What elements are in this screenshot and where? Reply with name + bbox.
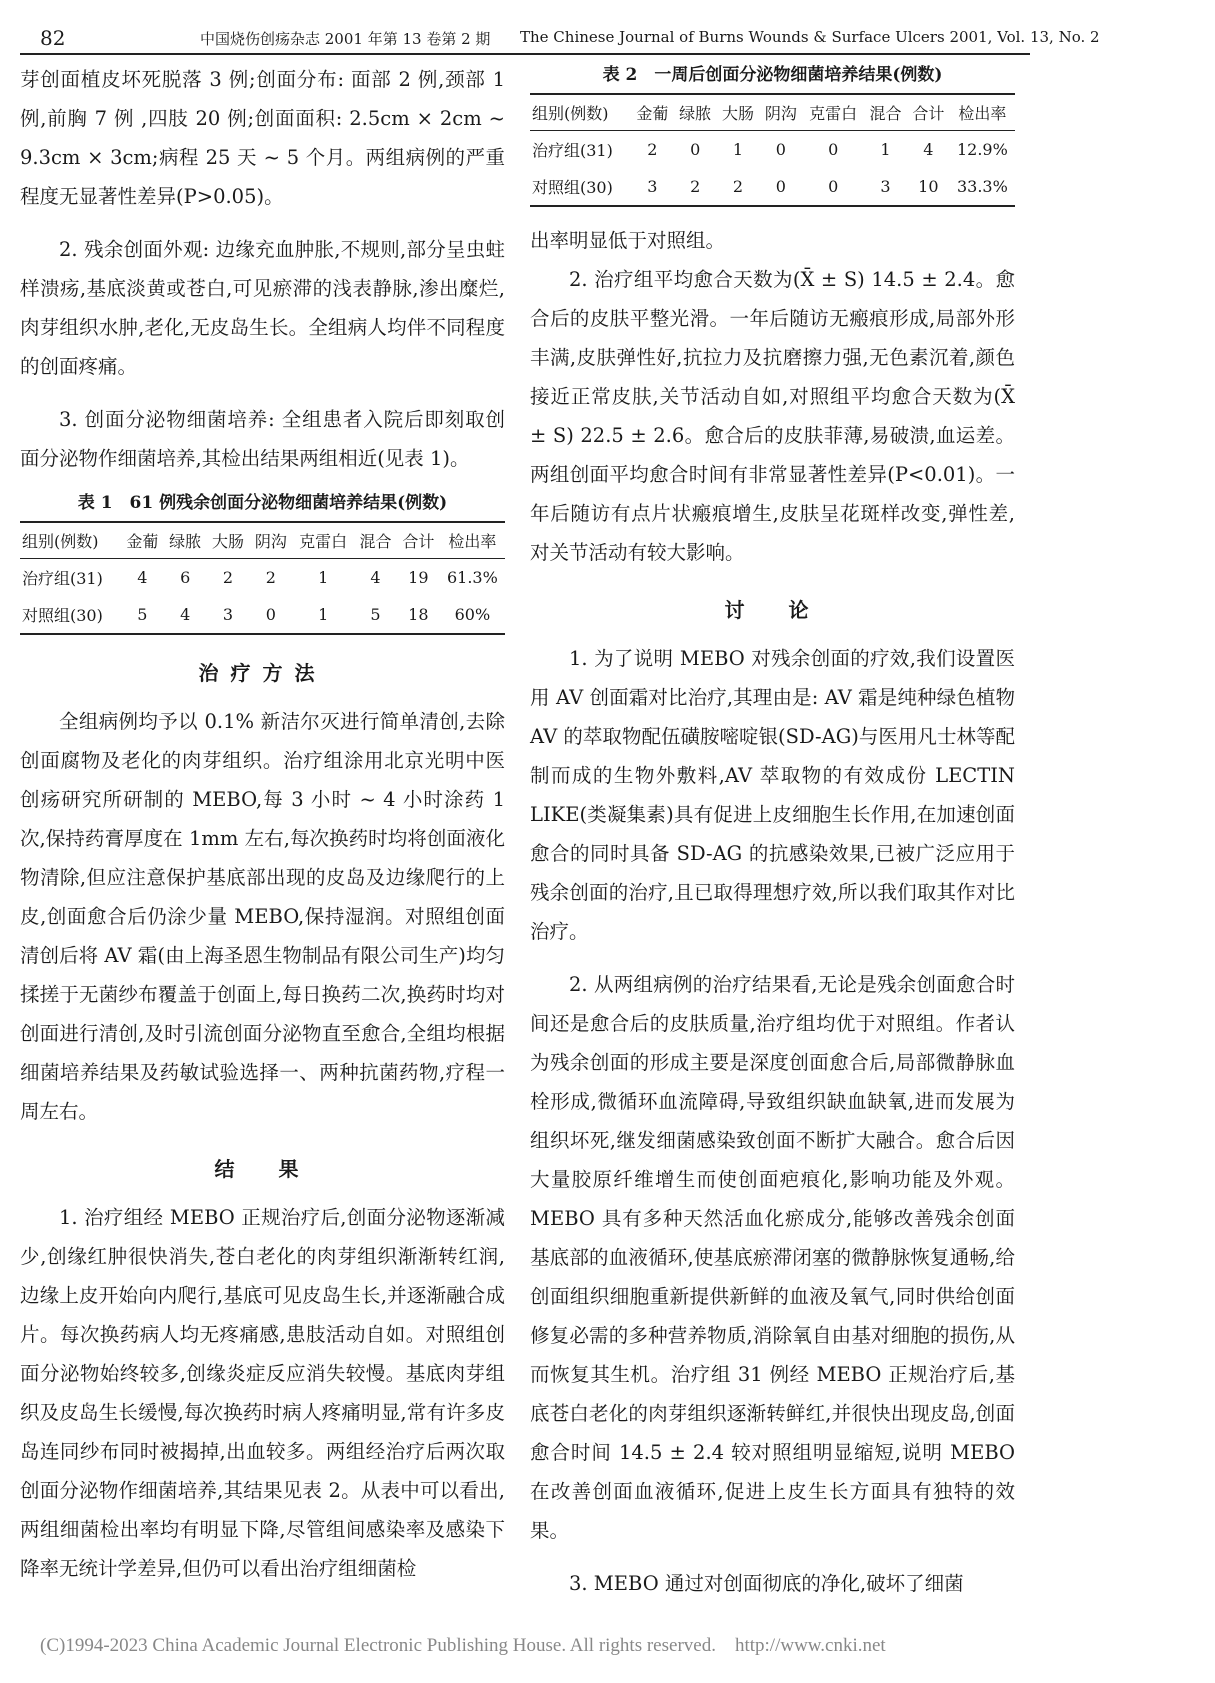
table-cell: 1 [318, 568, 329, 587]
table-cell: 1 [732, 140, 744, 159]
table2-header-cell: 绿脓 [674, 94, 717, 131]
table2-caption: 表 2 一周后创面分泌物细菌培养结果(例数) [602, 65, 943, 85]
table-cell: 2 [717, 168, 760, 206]
table2-header-cell: 金葡 [631, 94, 674, 131]
table-cell: 0 [775, 140, 786, 159]
table-cell: 0 [759, 168, 802, 206]
left-column [20, 60, 505, 1588]
table-row [530, 168, 1015, 206]
results-heading: 结 果 [214, 1157, 311, 1181]
table2-header-cell: 组别(例数) [530, 94, 631, 131]
table-row [20, 596, 505, 634]
table-cell: 对照组(30) [530, 168, 631, 206]
table-cell: 18 [397, 596, 440, 634]
table-cell: 4 [370, 568, 381, 587]
journal-title-english: The Chinese Journal of Burns Wounds & Surface Ulcers 2001, Vol. 13, No. 2 [520, 28, 1100, 46]
table-cell: 61.3% [446, 568, 498, 587]
discussion-paragraph-3: 3. MEBO 通过对创面彻底的净化,破坏了细菌 [569, 1572, 964, 1595]
table-cell: 10 [907, 168, 950, 206]
table-cell: 0 [828, 140, 839, 159]
table-cell: 1 [292, 596, 354, 634]
table-cell: 2 [265, 568, 276, 587]
table2-header-cell: 大肠 [717, 94, 760, 131]
results-paragraph-1: 1. 治疗组经 MEBO 正规治疗后,创面分泌物逐渐减少,创缘红肿很快消失,苍白老化的肉芽组织渐渐转红润,边缘上皮开始向内爬行,基底可见皮岛生长,并逐渐融合成片。每次换药病人均无疼痛感,患肢活动自如。对照组创面分泌物始终较多,创缘炎症反应消失较慢。基底肉芽组织及皮岛生长缓慢,每次换药时病人疼痛明显,常有许多皮岛连同纱布同时被揭掉,出血较多。两组经治疗后两次取创面分泌物作细菌培养,其结果见表 2。从表中可以看出,两组细菌检出率均有明显下降,尽管组间感染率及感染下降率无统计学差异,但仍可以看出治疗组细菌检 [20, 1206, 505, 1580]
table1-header-cell: 绿脓 [164, 522, 207, 559]
table-cell: 对照组(30) [20, 596, 121, 634]
table2-header-cell: 克雷白 [802, 94, 864, 131]
table2-header-cell: 混合 [864, 94, 907, 131]
table2 [530, 93, 1015, 207]
table1-header-cell: 大肠 [207, 522, 250, 559]
discussion-heading: 讨 论 [724, 598, 821, 622]
table-row [530, 131, 1015, 169]
discussion-paragraph-2: 2. 从两组病例的治疗结果看,无论是残余创面愈合时间还是愈合后的皮肤质量,治疗组均优于对照组。作者认为残余创面的形成主要是深度创面愈合后,局部微静脉血栓形成,微循环血流障碍,导致组织缺血缺氧,进而发展为组织坏死,继发细菌感染致创面不断扩大融合。愈合后因大量胶原纤维增生而使创面疤痕化,影响功能及外观。MEBO 具有多种天然活血化瘀成分,能够改善残余创面基底部的血液循环,使基底瘀滞闭塞的微静脉恢复通畅,给创面组织细胞重新提供新鲜的血液及氧气,同时供给创面修复必需的多种营养物质,消除氧自由基对细胞的损伤,从而恢复其生机。治疗组 31 例经 MEBO 正规治疗后,基底苍白老化的肉芽组织逐渐转鲜红,并很快出现皮岛,创面愈合时间 14.5 ± 2.4 较对照组明显缩短,说明 MEBO 在改善创面血液循环,促进上皮生长方面具有独特的效果。 [530, 973, 1015, 1542]
table-cell: 2 [222, 568, 234, 587]
table-row [20, 559, 505, 597]
table-cell: 4 [923, 140, 934, 159]
table-cell: 4 [164, 596, 207, 634]
journal-title-chinese: 中国烧伤创疡杂志 2001 年第 13 卷第 2 期 [200, 30, 491, 48]
table-cell: 60% [440, 596, 505, 634]
table2-header-cell: 合计 [907, 94, 950, 131]
header-rule [20, 53, 1030, 55]
table-cell: 治疗组(31) [532, 141, 613, 160]
wound-appearance-paragraph: 2. 残余创面外观: 边缘充血肿胀,不规则,部分呈虫蛀样溃疡,基底淡黄或苍白,可见瘀滞的浅表静脉,渗出糜烂,肉芽组织水肿,老化,无皮岛生长。全组病人均伴不同程度的创面疼痛。 [20, 238, 505, 378]
table1-header-cell: 混合 [354, 522, 397, 559]
table-cell: 3 [207, 596, 250, 634]
table-cell: 治疗组(31) [22, 569, 103, 588]
table1-header-cell: 克雷白 [292, 522, 354, 559]
results-paragraph-2: 2. 治疗组平均愈合天数为(X̄ ± S) 14.5 ± 2.4。愈合后的皮肤平整光滑。一年后随访无瘢痕形成,局部外形丰满,皮肤弹性好,抗拉力及抗磨擦力强,无色素沉着,颜色接近正常皮肤,关节活动自如,对照组平均愈合天数为(X̄ ± S) 22.5 ± 2.6。愈合后的皮肤菲薄,易破溃,血运差。两组创面平均愈合时间有非常显著性差异(P<0.01)。一年后随访有点片状瘢痕增生,皮肤呈花斑样改变,弹性差,对关节活动有较大影响。 [530, 268, 1015, 564]
table2-header-cell: 阴沟 [759, 94, 802, 131]
table1-caption: 表 1 61 例残余创面分泌物细菌培养结果(例数) [77, 493, 448, 513]
table-cell: 3 [864, 168, 907, 206]
running-header [0, 0, 1215, 56]
table-cell: 6 [180, 568, 191, 587]
table1-header-cell: 检出率 [440, 522, 505, 559]
table-cell: 3 [631, 168, 674, 206]
discussion-paragraph-1: 1. 为了说明 MEBO 对残余创面的疗效,我们设置医用 AV 创面霜对比治疗,其理由是: AV 霜是纯种绿色植物 AV 的萃取物配伍磺胺嘧啶银(SD-AG)与医用凡士林等配制而成的生物外敷料,AV 萃取物的有效成份 LECTIN LIKE(类凝集素)具有促进上皮细胞生长作用,在加速创面愈合的同时具备 SD-AG 的抗感染效果,已被广泛应用于残余创面的治疗,且已取得理想疗效,所以我们取其作对比治疗。 [530, 647, 1015, 943]
table-cell: 4 [137, 568, 148, 587]
table1-header-cell: 组别(例数) [20, 522, 121, 559]
table-cell: 5 [121, 596, 164, 634]
intro-continuation: 芽创面植皮坏死脱落 3 例;创面分布: 面部 2 例,颈部 1 例,前胸 7 例 ,四肢 20 例;创面面积: 2.5cm × 2cm ~ 9.3cm × 3cm;病程 25 天 ~ 5 个月。两组病例的严重程度无显著性差异(P>0.05)。 [20, 68, 505, 208]
table-cell: 2 [674, 168, 717, 206]
copyright-footer: (C)1994-2023 China Academic Journal Electronic Publishing House. All rights reserved. http://www.cnki.net [40, 1635, 886, 1656]
table-cell: 0 [249, 596, 292, 634]
results-continuation: 出率明显低于对照组。 [530, 229, 726, 252]
table-cell: 0 [802, 168, 864, 206]
table-cell: 5 [354, 596, 397, 634]
right-column [530, 60, 1015, 1603]
table1 [20, 521, 505, 635]
bacterial-culture-paragraph: 3. 创面分泌物细菌培养: 全组患者入院后即刻取创面分泌物作细菌培养,其检出结果两组相近(见表 1)。 [20, 408, 505, 470]
table1-header-cell: 金葡 [121, 522, 164, 559]
table2-header-cell: 检出率 [950, 94, 1015, 131]
table2-header-row [530, 94, 1015, 131]
table-cell: 12.9% [956, 140, 1008, 159]
table-cell: 1 [880, 140, 891, 159]
table-cell: 33.3% [950, 168, 1015, 206]
table1-header-cell: 阴沟 [249, 522, 292, 559]
table-cell: 19 [408, 568, 429, 587]
table-cell: 2 [647, 140, 658, 159]
methods-heading: 治疗方法 [198, 661, 327, 685]
table-cell: 0 [690, 140, 701, 159]
table1-header-row [20, 522, 505, 559]
page-number: 82 [40, 26, 66, 50]
table1-header-cell: 合计 [397, 522, 440, 559]
methods-paragraph: 全组病例均予以 0.1% 新洁尔灭进行简单清创,去除创面腐物及老化的肉芽组织。治疗组涂用北京光明中医创疡研究所研制的 MEBO,每 3 小时 ~ 4 小时涂药 1 次,保持药膏厚度在 1mm 左右,每次换药时均将创面液化物清除,但应注意保护基底部出现的皮岛及边缘爬行的上皮,创面愈合后仍涂少量 MEBO,保持湿润。对照组创面清创后将 AV 霜(由上海圣恩生物制品有限公司生产)均匀揉搓于无菌纱布覆盖于创面上,每日换药二次,换药时均对创面进行清创,及时引流创面分泌物直至愈合,全组均根据细菌培养结果及药敏试验选择一、两种抗菌药物,疗程一周左右。 [20, 710, 505, 1123]
